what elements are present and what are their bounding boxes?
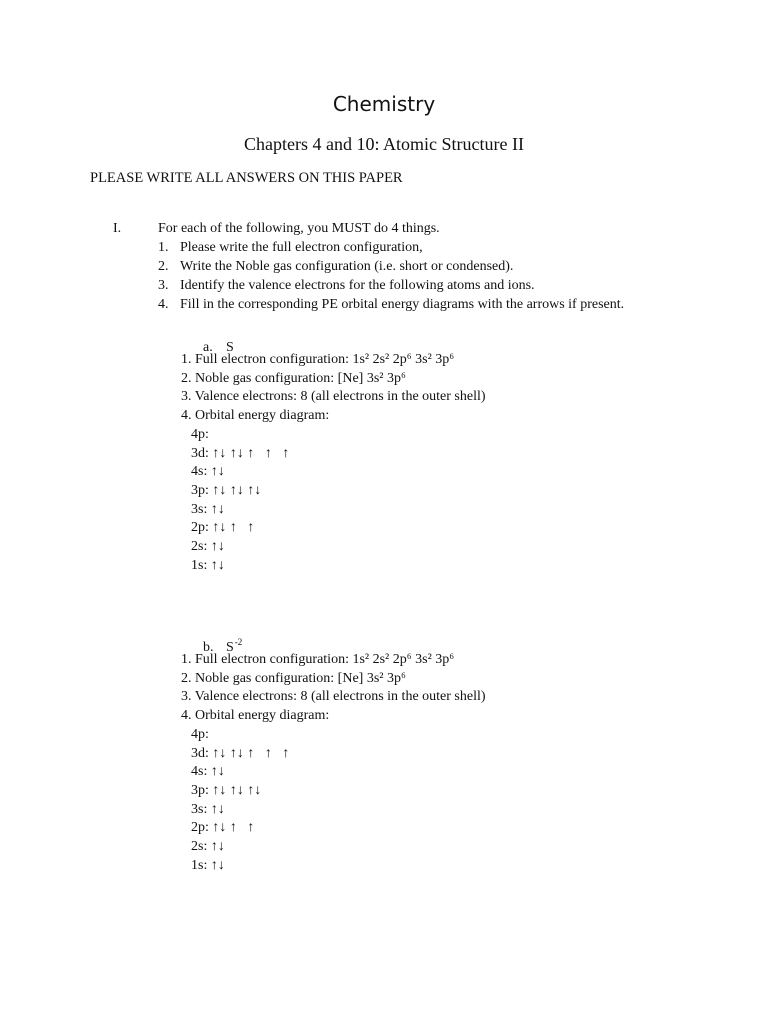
orbital-row: 4s: ↑↓ (191, 764, 225, 780)
orbital-diagram (191, 726, 289, 876)
part-species: S (226, 340, 234, 355)
step-number: 4. (158, 297, 169, 312)
step-number: 3. (158, 278, 169, 293)
orbital-row: 4p: (191, 727, 209, 742)
page-title: Chemistry (332, 92, 436, 116)
part-letter: a. (203, 340, 213, 355)
orbital-row: 3d: ↑↓ ↑↓ ↑ ↑ ↑ (191, 445, 290, 461)
orbital-row: 1s: ↑↓ (191, 857, 225, 873)
part-species: S (226, 640, 234, 655)
orbital-row: 1s: ↑↓ (191, 557, 225, 573)
orbital-row: 2s: ↑↓ (191, 539, 225, 555)
instruction-text: PLEASE WRITE ALL ANSWERS ON THIS PAPER (90, 170, 403, 186)
orbital-row: 3s: ↑↓ (191, 501, 225, 517)
orbital-row: 3s: ↑↓ (191, 801, 225, 817)
answers-list (181, 651, 486, 726)
part-letter: b. (203, 640, 214, 655)
answer-line: 1. Full electron configuration: 1s² 2s² 2p⁶ 3s² 3p⁶ (181, 352, 455, 367)
orbital-row: 2p: ↑↓ ↑ ↑ (191, 520, 255, 536)
answer-line: 2. Noble gas configuration: [Ne] 3s² 3p⁶ (181, 670, 406, 686)
orbital-row: 3p: ↑↓ ↑↓ ↑↓ (191, 783, 262, 799)
answer-line: 3. Valence electrons: 8 (all electrons in the outer shell) (181, 689, 486, 705)
orbital-row: 2s: ↑↓ (191, 839, 225, 855)
answer-line: 3. Valence electrons: 8 (all electrons in the outer shell) (181, 389, 486, 405)
answer-line: 4. Orbital energy diagram: (181, 708, 330, 724)
step-text: Write the Noble gas configuration (i.e. short or condensed). (180, 259, 514, 274)
step-number: 2. (158, 259, 169, 274)
orbital-row: 4p: (191, 427, 209, 442)
section-number: I. (113, 221, 122, 236)
answer-line: 1. Full electron configuration: 1s² 2s² 2p⁶ 3s² 3p⁶ (181, 652, 455, 667)
step-text: Please write the full electron configuration, (180, 240, 423, 255)
answers-list (181, 351, 486, 426)
step-item (158, 257, 624, 276)
step-number: 1. (158, 240, 169, 255)
step-text: Identify the valence electrons for the following atoms and ions. (180, 278, 535, 293)
orbital-diagram (191, 426, 289, 576)
step-text: Fill in the corresponding PE orbital energy diagrams with the arrows if present. (180, 297, 625, 312)
page-subtitle: Chapters 4 and 10: Atomic Structure II (244, 134, 524, 154)
orbital-row: 3p: ↑↓ ↑↓ ↑↓ (191, 483, 262, 499)
step-item (158, 276, 624, 295)
orbital-row: 3d: ↑↓ ↑↓ ↑ ↑ ↑ (191, 745, 290, 761)
answer-line: 4. Orbital energy diagram: (181, 408, 330, 424)
part-charge: -2 (234, 637, 243, 647)
steps-list (158, 238, 624, 314)
orbital-row: 4s: ↑↓ (191, 464, 225, 480)
step-item (158, 295, 624, 314)
section-intro: For each of the following, you MUST do 4 things. (158, 221, 440, 236)
step-item (158, 238, 624, 257)
answer-line: 2. Noble gas configuration: [Ne] 3s² 3p⁶ (181, 370, 406, 386)
orbital-row: 2p: ↑↓ ↑ ↑ (191, 820, 255, 836)
